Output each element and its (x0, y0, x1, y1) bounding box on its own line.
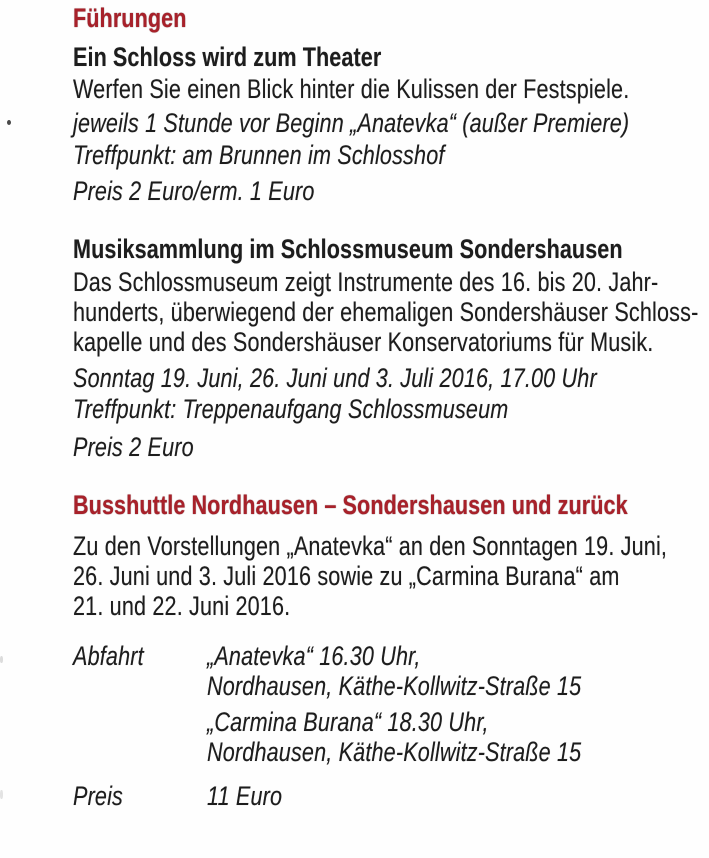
shuttle-price-value: 11 Euro (207, 781, 283, 811)
event-dates: Sonntag 19. Juni, 26. Juni und 3. Juli 2016, 17.00 Uhr (73, 363, 597, 393)
event-title-musiksammlung: Musiksammlung im Schlossmuseum Sondershausen (73, 234, 623, 264)
event-description-line: hunderts, überwiegend der ehemaligen Sondershäuser Schloss- (73, 297, 699, 327)
shuttle-description-line: Zu den Vorstellungen „Anatevka“ an den Sonntagen 19. Juni, (73, 531, 668, 561)
departure-time-anatevka: „Anatevka“ 16.30 Uhr, (207, 641, 421, 671)
event-title-schloss-theater: Ein Schloss wird zum Theater (73, 42, 382, 72)
departure-address: Nordhausen, Käthe-Kollwitz-Straße 15 (207, 737, 582, 767)
event-meeting-point: Treffpunkt: am Brunnen im Schlosshof (73, 140, 445, 170)
event-meeting-point: Treffpunkt: Treppenaufgang Schlossmuseum (73, 394, 509, 424)
scan-artifact-smudge (0, 656, 3, 663)
departure-time-carmina: „Carmina Burana“ 18.30 Uhr, (207, 707, 489, 737)
scan-artifact-smudge (0, 790, 3, 799)
event-price: Preis 2 Euro/erm. 1 Euro (73, 176, 315, 206)
departure-label: Abfahrt (73, 641, 144, 671)
shuttle-description-line: 26. Juni und 3. Juli 2016 sowie zu „Carmina Burana“ am (73, 561, 620, 591)
event-description-line: kapelle und des Sondershäuser Konservatoriums für Musik. (73, 327, 654, 357)
section-heading-fuehrungen: Führungen (73, 3, 187, 33)
event-price: Preis 2 Euro (73, 432, 194, 462)
scan-artifact-dot (7, 120, 11, 125)
shuttle-description-line: 21. und 22. Juni 2016. (73, 591, 291, 621)
section-heading-busshuttle: Busshuttle Nordhausen – Sondershausen und zurück (73, 490, 628, 520)
event-time-note: jeweils 1 Stunde vor Beginn „Anatevka“ (außer Premiere) (73, 108, 630, 138)
shuttle-price-label: Preis (73, 781, 124, 811)
event-description: Werfen Sie einen Blick hinter die Kulissen der Festspiele. (73, 74, 630, 104)
event-description-line: Das Schlossmuseum zeigt Instrumente des 16. bis 20. Jahr- (73, 267, 659, 297)
departure-address: Nordhausen, Käthe-Kollwitz-Straße 15 (207, 671, 582, 701)
